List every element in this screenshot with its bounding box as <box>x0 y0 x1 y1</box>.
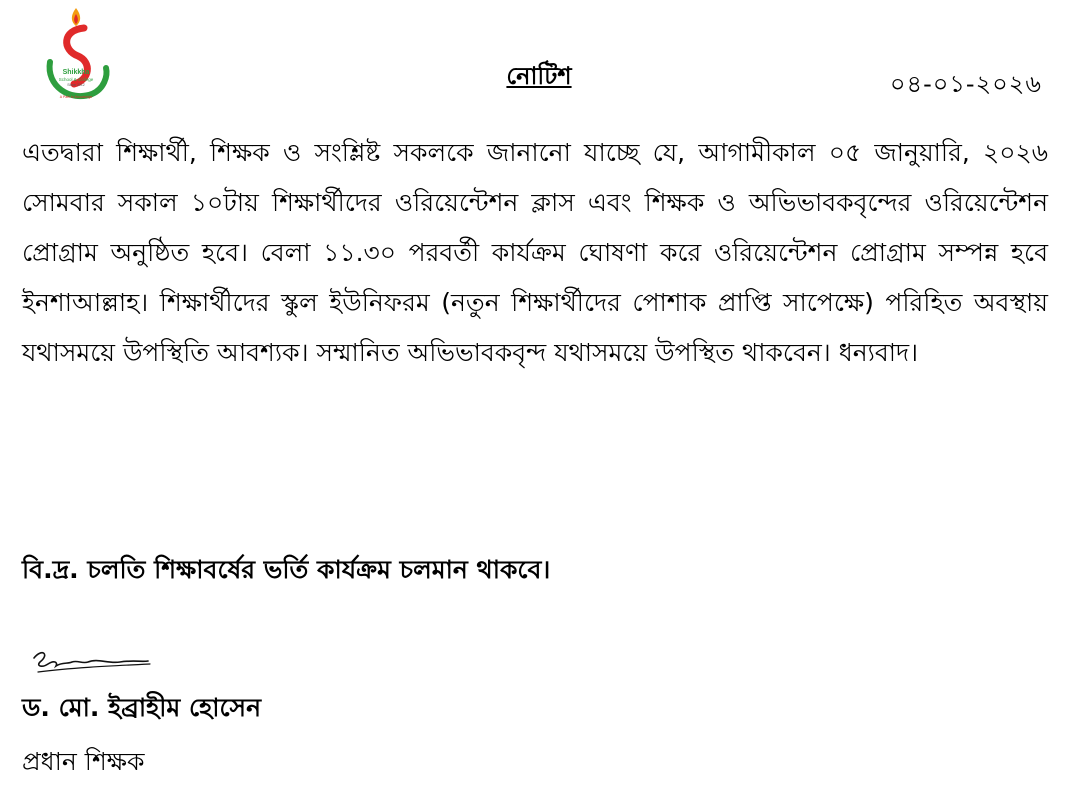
postscript-note: বি.দ্র. চলতি শিক্ষাবর্ষের ভর্তি কার্যক্রম চলমান থাকবে। <box>22 555 551 584</box>
signature-image <box>28 644 158 684</box>
notice-title: নোটিশ <box>506 62 572 90</box>
notice-body: এতদ্বারা শিক্ষার্থী, শিক্ষক ও সংশ্লিষ্ট সকলকে জানানো যাচ্ছে যে, আগামীকাল ০৫ জানুয়ারি, ২০২৬ সোমবার সকাল ১০টায় শিক্ষার্থীদের ওরিয়েন্টেশন ক্লাস এবং শিক্ষক ও অভিভাবকবৃন্দের ওরিয়েন্টেশন প্রোগ্রাম অনুষ্ঠিত হবে। বেলা ১১.৩০ পরবর্তী কার্যক্রম ঘোষণা করে ওরিয়েন্টেশন প্রোগ্রাম সম্পন্ন হবে ইনশাআল্লাহ। শিক্ষার্থীদের স্কুল ইউনিফরম (নতুন শিক্ষার্থীদের পোশাক প্রাপ্তি সাপেক্ষে) পরিহিত অবস্থায় যথাসময়ে উপস্থিতি আবশ্যক। সম্মানিত অভিভাবকবৃন্দ যথাসময়ে উপস্থিত থাকবেন। ধন্যবাদ। <box>22 138 1048 367</box>
svg-text:A Path to Knowledge: A Path to Knowledge <box>59 95 93 99</box>
signatory-name: ড. মো. ইব্রাহীম হোসেন <box>22 693 261 722</box>
notice-date: ০৪-০১-২০২৬ <box>889 70 1042 98</box>
svg-text:Since 2012: Since 2012 <box>67 83 85 87</box>
svg-text:School & College: School & College <box>58 77 94 82</box>
signatory-designation: প্রধান শিক্ষক <box>22 747 145 776</box>
svg-text:Shikkha: Shikkha <box>62 69 90 76</box>
